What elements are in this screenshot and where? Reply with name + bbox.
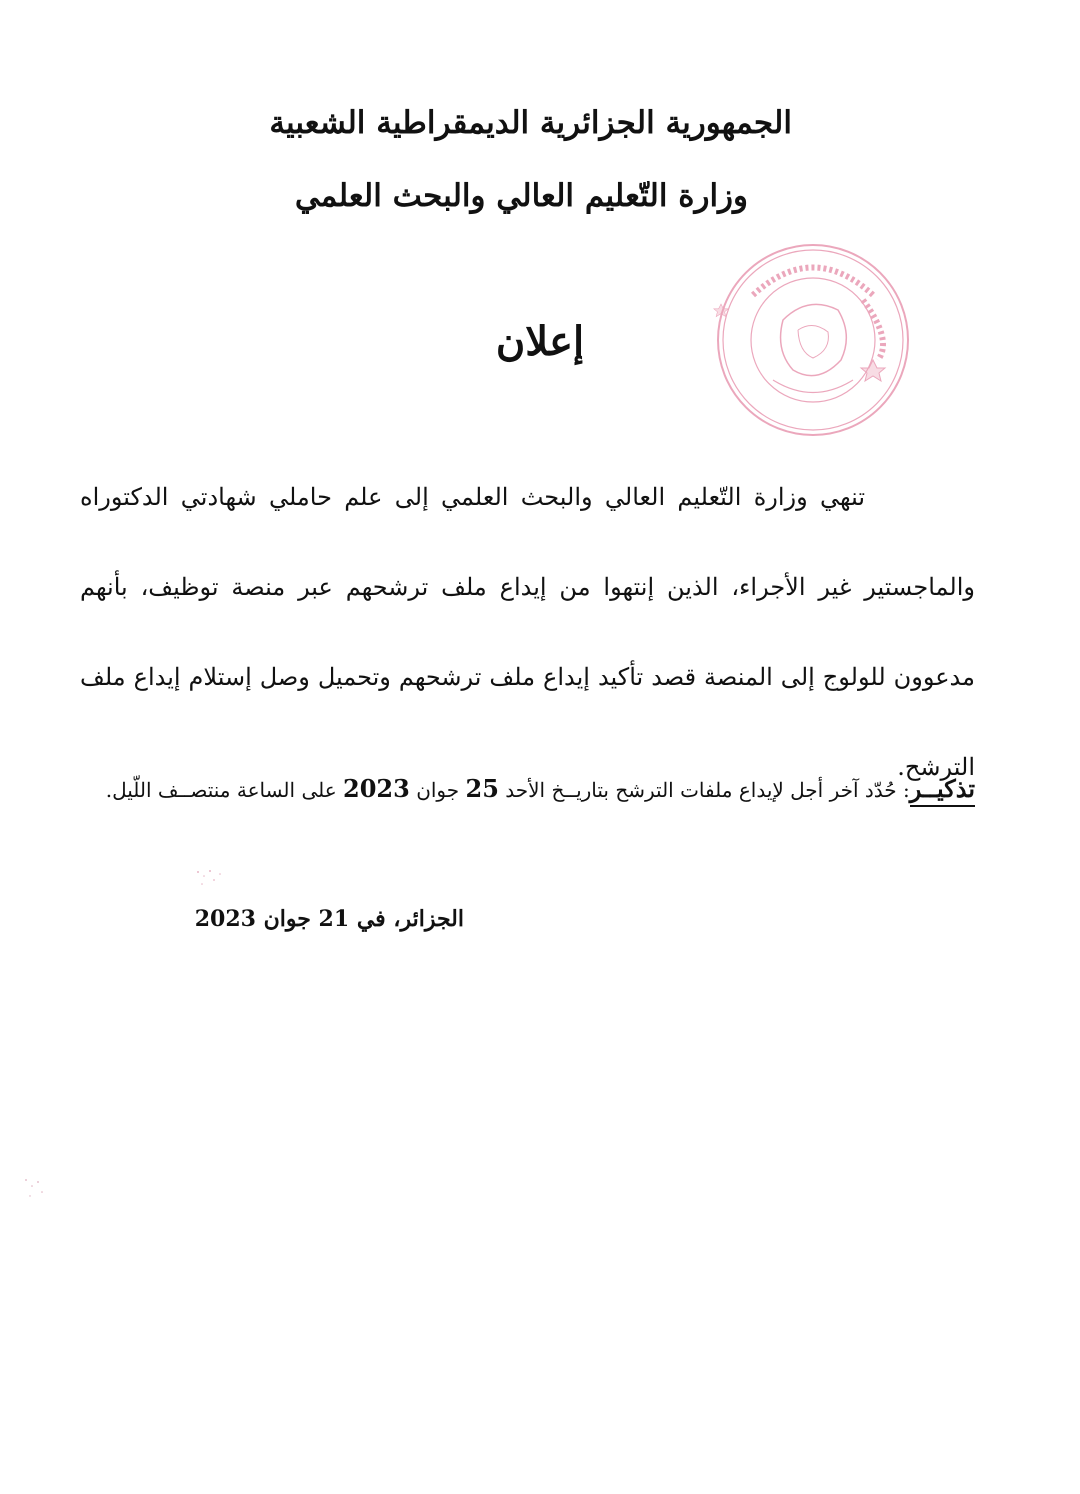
reminder-text-after: على الساعة منتصــف اللّيل. xyxy=(105,778,337,802)
reminder-label: تذكيــر xyxy=(910,774,975,807)
deadline-reminder xyxy=(82,762,975,817)
announcement-body: تنهي وزارة التّعليم العالي والبحث العلمي إلى علم حاملي شهادتي الدكتوراه والماجستير غير الأجراء، الذين إنتهوا من إيداع ملف ترشحهم عبر منصة توظيف، بأنهم مدعوون للولوج إلى المنصة قصد تأكيد إيداع ملف ترشحهم وتحميل وصل إستلام إيداع ملف الترشح. xyxy=(80,483,975,781)
deadline-day: 25 xyxy=(465,774,499,803)
dateline-month: جوان xyxy=(263,906,311,932)
dateline-place: الجزائر، في xyxy=(356,906,464,932)
dateline-day: 21 xyxy=(318,906,350,932)
ministry-heading: وزارة التّعليم العالي والبحث العلمي xyxy=(294,178,748,214)
paper-speck xyxy=(190,862,230,892)
reminder-text-before: : حُدّد آخر أجل لإيداع ملفات الترشح بتاريــخ الأحد xyxy=(505,778,910,802)
dateline-year: 2023 xyxy=(194,906,256,932)
paper-speck xyxy=(20,1172,60,1202)
deadline-year: 2023 xyxy=(343,774,410,803)
deadline-month: جوان xyxy=(416,778,460,802)
announcement-title: إعلان xyxy=(495,318,585,365)
issue-dateline xyxy=(195,906,464,932)
republic-heading: الجمهورية الجزائرية الديمقراطية الشعبية xyxy=(269,105,792,141)
official-stamp xyxy=(713,240,913,440)
